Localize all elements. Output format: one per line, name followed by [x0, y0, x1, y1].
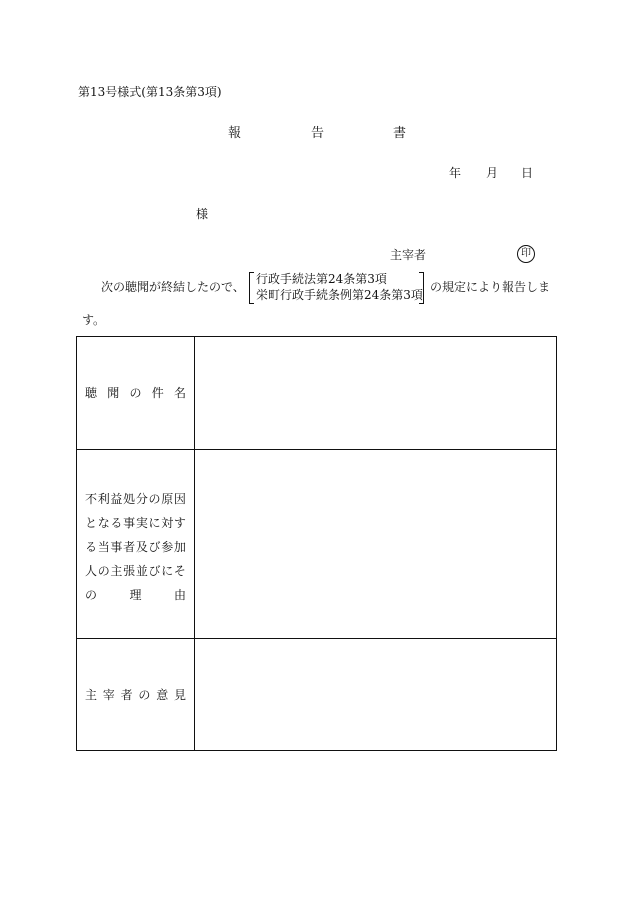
label-line	[85, 517, 186, 529]
label-presider-opinion	[85, 689, 186, 701]
form-number: 第13号様式(第13条第3項)	[78, 85, 222, 99]
label-line	[85, 565, 186, 577]
label-char: 参	[161, 540, 174, 554]
label-char: と	[85, 516, 98, 530]
label-char: 意	[156, 688, 169, 702]
label-char: 由	[173, 588, 186, 602]
label-char: 事	[110, 540, 123, 554]
title-char-report-2: 告	[311, 126, 325, 141]
label-char: 処	[123, 492, 136, 506]
body-trail-text: の規定により報告しま	[430, 280, 551, 294]
label-char: 益	[110, 492, 123, 506]
label-char: の	[129, 386, 142, 400]
law-option-ordinance: 栄町行政手続条例第24条第3項	[256, 288, 423, 302]
label-char: に	[161, 564, 174, 578]
bracket-right	[419, 272, 424, 304]
label-char: 利	[97, 492, 110, 506]
label-char: 実	[135, 516, 148, 530]
label-char: の	[138, 688, 151, 702]
label-char: る	[85, 540, 98, 554]
label-char: 理	[129, 588, 142, 602]
label-char: 原	[161, 492, 174, 506]
body-lead-text: 次の聴聞が終結したので、	[101, 280, 245, 294]
label-char: 者	[120, 688, 133, 702]
label-char: 聞	[107, 386, 120, 400]
label-char: び	[148, 540, 161, 554]
label-char: す	[173, 516, 186, 530]
label-claims-and-reasons	[85, 493, 186, 613]
label-cell-hearing-subject	[77, 337, 195, 449]
label-char: の	[148, 492, 161, 506]
presider-label: 主宰者	[390, 248, 427, 262]
label-char: 宰	[102, 688, 115, 702]
value-cell-presider-opinion[interactable]	[195, 639, 556, 750]
report-table	[76, 336, 557, 751]
label-char: 張	[123, 564, 136, 578]
label-char: の	[85, 588, 98, 602]
seal-icon: 印	[517, 245, 535, 263]
law-option-act: 行政手続法第24条第3項	[256, 272, 387, 286]
date-month-label: 月	[486, 166, 499, 180]
date-year-label: 年	[449, 166, 462, 180]
label-char: に	[148, 516, 161, 530]
label-char: 及	[135, 540, 148, 554]
body-end-text: す。	[82, 313, 106, 327]
label-char: 件	[151, 386, 164, 400]
table-row-presider-opinion	[77, 639, 556, 750]
label-char: 主	[85, 688, 98, 702]
label-char: 見	[173, 688, 186, 702]
label-hearing-subject	[85, 387, 186, 399]
table-row-hearing-subject	[77, 337, 556, 450]
date-day-label: 日	[521, 166, 534, 180]
bracket-left	[249, 272, 254, 304]
label-char: 対	[161, 516, 174, 530]
label-char: 主	[110, 564, 123, 578]
addressee-suffix: 様	[196, 207, 209, 221]
title-char-report-1: 報	[228, 126, 242, 141]
label-char: 分	[135, 492, 148, 506]
value-cell-hearing-subject[interactable]	[195, 337, 556, 449]
label-char: 名	[173, 386, 186, 400]
table-row-claims-and-reasons	[77, 450, 556, 639]
label-cell-presider-opinion	[77, 639, 195, 750]
label-char: 事	[123, 516, 136, 530]
label-line	[85, 589, 186, 601]
label-char: な	[97, 516, 110, 530]
label-char: 者	[123, 540, 136, 554]
label-char: 因	[173, 492, 186, 506]
value-cell-claims-and-reasons[interactable]	[195, 450, 556, 638]
label-cell-claims-and-reasons	[77, 450, 195, 638]
label-char: る	[110, 516, 123, 530]
label-char: 当	[97, 540, 110, 554]
label-char: 聴	[85, 386, 98, 400]
label-line	[85, 541, 186, 553]
label-char: 加	[173, 540, 186, 554]
label-char: び	[148, 564, 161, 578]
label-line	[85, 493, 186, 505]
label-char: そ	[173, 564, 186, 578]
label-char: 人	[85, 564, 98, 578]
label-char: 不	[85, 492, 98, 506]
label-char: 並	[135, 564, 148, 578]
label-char: の	[97, 564, 110, 578]
title-char-report-3: 書	[393, 126, 407, 141]
